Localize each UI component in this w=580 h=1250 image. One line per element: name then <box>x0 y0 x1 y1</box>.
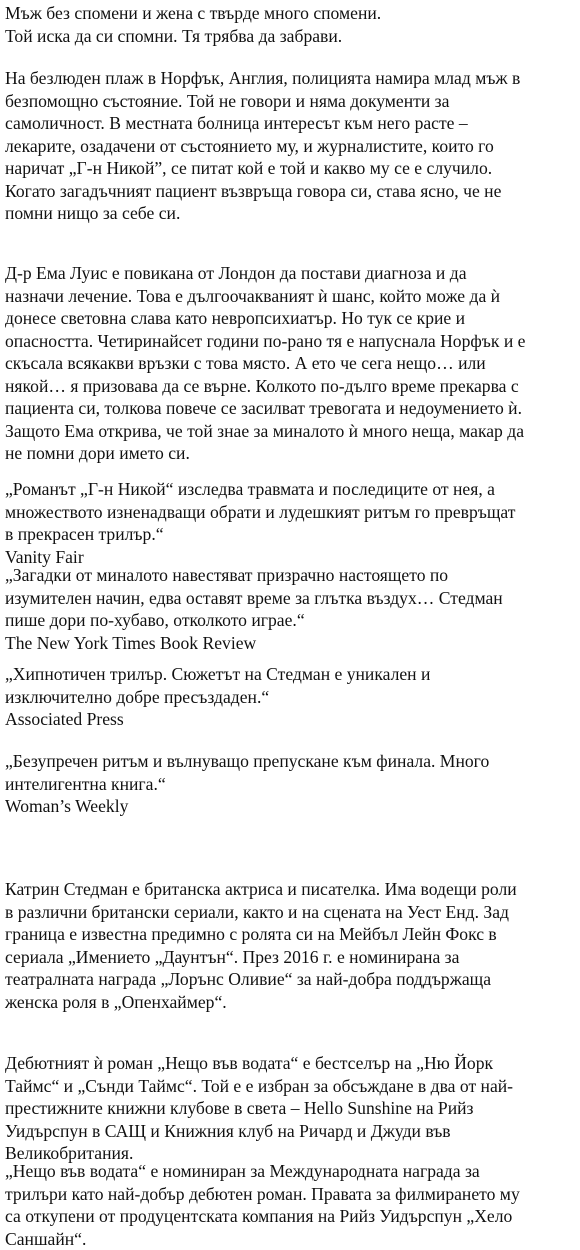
tagline <box>5 2 577 47</box>
review-source: The New York Times Book Review <box>5 632 577 655</box>
review-quote-line: „Романът „Г-н Никой“ изследва травмата и последиците от нея, а <box>5 478 577 501</box>
text-line: Когато загадъчният пациент възвръща говора си, става ясно, че не <box>5 180 577 203</box>
text-line: престижните книжни клубове в света – Hello Sunshine на Рийз <box>5 1097 577 1120</box>
synopsis-paragraph-1 <box>5 67 577 225</box>
text-line: скъсала всякакви връзки с това място. А ето че сега нещо… или <box>5 352 577 375</box>
text-line: Великобритания. <box>5 1142 577 1165</box>
review-quote-line: изключително добре пресъздаден.“ <box>5 686 577 709</box>
text-line: помни нищо за себе си. <box>5 202 577 225</box>
synopsis-paragraph-2 <box>5 262 577 465</box>
text-line: трилъри като най-добър дебютен роман. Правата за филмирането му <box>5 1183 577 1206</box>
text-line: женска роля в „Опенхаймер“. <box>5 991 577 1014</box>
review-quote-line: интелигентна книга.“ <box>5 773 577 796</box>
text-line: в различни британски сериали, както и на сцената на Уест Енд. Зад <box>5 901 577 924</box>
review-quote-line: „Загадки от миналото навестяват призрачно настоящето по <box>5 564 577 587</box>
text-line: не помни дори името си. <box>5 442 577 465</box>
review-quote-line: „Хипнотичен трилър. Сюжетът на Стедман е уникален и <box>5 663 577 686</box>
review-source: Associated Press <box>5 708 577 731</box>
review-quote-line: множеството изненадващи обрати и лудешкият ритъм го превръщат <box>5 501 577 524</box>
text-line: са откупени от продуцентската компания на Рийз Уидърспун „Хело <box>5 1205 577 1228</box>
author-bio-paragraph-1 <box>5 878 577 1013</box>
tagline-line: Мъж без спомени и жена с твърде много спомени. <box>5 2 577 25</box>
review-associated-press <box>5 663 577 731</box>
text-line: „Нещо във водата“ е номиниран за Международната награда за <box>5 1160 577 1183</box>
review-source: Woman’s Weekly <box>5 795 577 818</box>
text-line: Уидърспун в САЩ и Книжния клуб на Ричард и Джуди във <box>5 1120 577 1143</box>
review-nyt-book-review <box>5 564 577 654</box>
text-line: наричат „Г-н Никой”, се питат кой е той и какво му се е случило. <box>5 157 577 180</box>
text-line: Катрин Стедман е британска актриса и писателка. Има водещи роли <box>5 878 577 901</box>
text-line: Защото Ема открива, че той знае за миналото ѝ много неща, макар да <box>5 420 577 443</box>
author-bio-paragraph-3 <box>5 1160 577 1250</box>
text-line: Д-р Ема Луис е повикана от Лондон да постави диагноза и да <box>5 262 577 285</box>
text-line: някой… я призовава да се върне. Колкото по-дълго време прекарва с <box>5 375 577 398</box>
text-line: назначи лечение. Това е дългоочакваният ѝ шанс, който може да ѝ <box>5 285 577 308</box>
text-line: На безлюден плаж в Норфък, Англия, полицията намира млад мъж в <box>5 67 577 90</box>
text-line: безпомощно състояние. Той не говори и няма документи за <box>5 90 577 113</box>
review-source: Vanity Fair <box>5 546 577 569</box>
text-line: Дебютният ѝ роман „Нещо във водата“ е бестселър на „Ню Йорк <box>5 1052 577 1075</box>
review-quote-line: в прекрасен трилър.“ <box>5 523 577 546</box>
review-quote-line: пише дори по-хубаво, отколкото играе.“ <box>5 609 577 632</box>
review-quote-line: изумителен начин, едва оставят време за глътка въздух… Стедман <box>5 587 577 610</box>
text-line: лекарите, озадачени от състоянието му, и журналистите, които го <box>5 135 577 158</box>
text-line: донесе световна слава като невропсихиатър. Но тук се крие и <box>5 307 577 330</box>
text-line: самоличност. В местната болница интересът към него расте – <box>5 112 577 135</box>
review-quote-line: „Безупречен ритъм и вълнуващо препускане към финала. Много <box>5 750 577 773</box>
text-line: Саншайн“. <box>5 1228 577 1250</box>
text-line: Таймс“ и „Сънди Таймс“. Той е е избран за обсъждане в два от най- <box>5 1075 577 1098</box>
text-line: опасността. Четиринайсет години по-рано тя е напуснала Норфък и е <box>5 330 577 353</box>
text-line: граница е известна предимно с ролята си на Мейбъл Лейн Фокс в <box>5 923 577 946</box>
author-bio-paragraph-2 <box>5 1052 577 1165</box>
review-vanity-fair <box>5 478 577 568</box>
text-line: театралната награда „Лорънс Оливие“ за най-добра поддържаща <box>5 968 577 991</box>
text-line: пациента си, толкова повече се засилват тревогата и недоумението ѝ. <box>5 397 577 420</box>
text-line: сериала „Имението „Даунтън“. През 2016 г. е номинирана за <box>5 946 577 969</box>
tagline-line: Той иска да си спомни. Тя трябва да забрави. <box>5 25 577 48</box>
review-womans-weekly <box>5 750 577 818</box>
